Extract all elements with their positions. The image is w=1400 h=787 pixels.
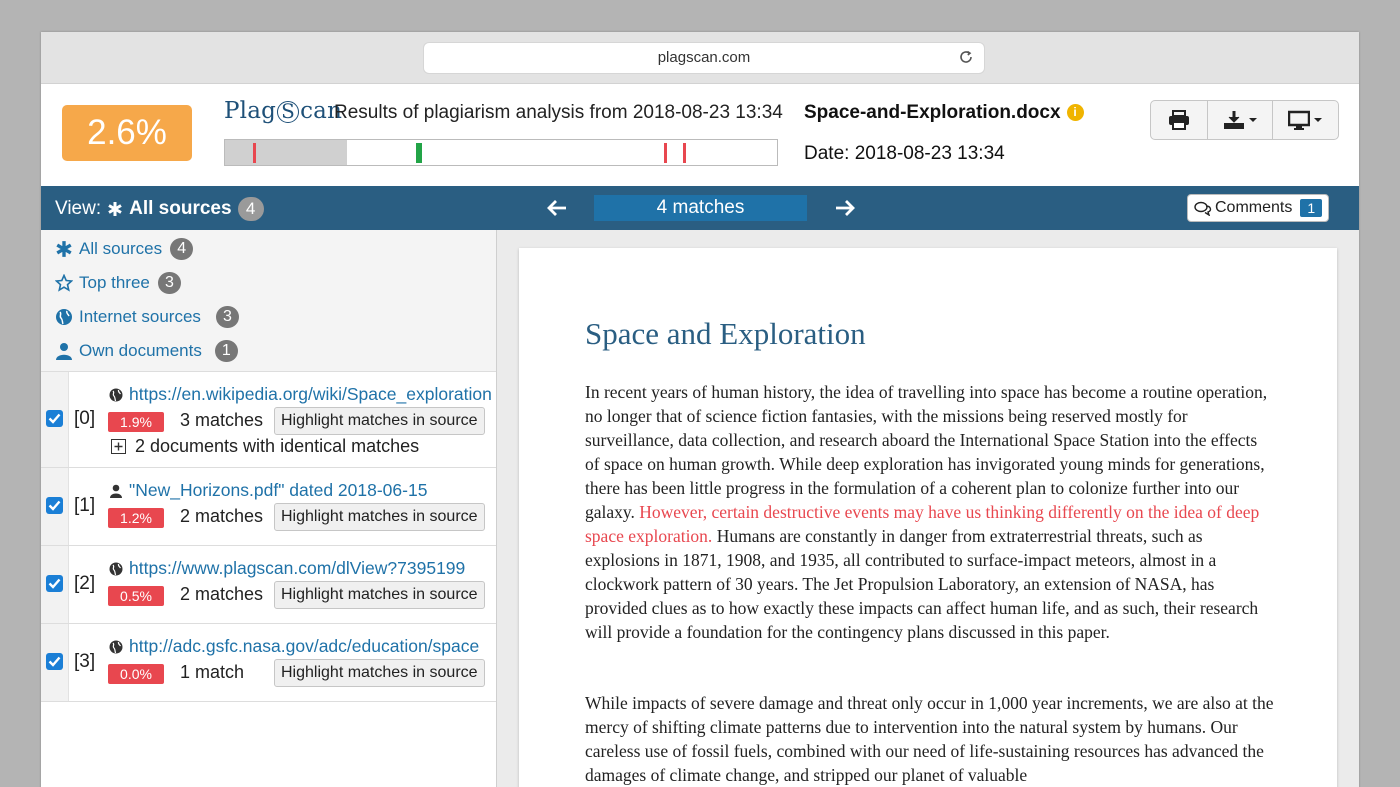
print-icon [1168,110,1190,130]
source-item [41,468,496,546]
highlight-matches-button[interactable]: Highlight matches in source [274,659,485,687]
document-paragraph: While impacts of severe damage and threat only occur in 1,000 year increments, we are also at the mercy of shifting climate patterns due to intervention into the natural system by humans. Our careless use of fossil fuels, combined with our need of life-sustaining resources has advanced the damages of climate change, and stripped our planet of valuable [585,693,1274,785]
source-link[interactable] [109,636,497,657]
view-count-badge: 4 [238,197,264,221]
toolbar-button-group [1150,100,1339,140]
download-icon [1223,110,1245,130]
document-paragraph [585,380,1275,644]
view-value: All sources [129,198,232,219]
expand-plus-icon [111,439,126,454]
source-link-text: http://adc.gsfc.nasa.gov/adc/education/space [129,636,480,656]
logo-text-post: can [300,98,343,124]
source-match-count: 2 matches [180,506,264,526]
highlight-matches-button[interactable]: Highlight matches in source [274,581,485,609]
source-match-count: 1 match [180,662,245,682]
document-title: Space and Exploration [585,316,866,351]
comments-count-badge: 1 [1300,199,1322,217]
view-label: View: [55,198,102,219]
chevron-down-icon [1313,117,1323,123]
chevron-down-icon [1248,117,1258,123]
source-link-text: "New_Horizons.pdf" dated 2018-06-15 [129,480,428,500]
match-distribution-bar[interactable] [224,139,778,166]
document-filename [804,102,1084,124]
plagiarism-score-badge: 2.6% [62,105,192,161]
source-link[interactable] [109,384,497,405]
timeline-match-marker[interactable] [416,143,422,163]
source-filters [41,230,496,372]
check-icon [46,410,63,427]
download-button[interactable] [1208,101,1273,139]
filter-top-three[interactable] [55,272,181,294]
filename-text: Space-and-Exploration.docx [804,102,1061,123]
print-button[interactable] [1151,101,1208,139]
highlighted-match[interactable]: However, certain destructive events may have us thinking differently on the idea of deep space exploration. [585,502,1260,546]
highlight-matches-button[interactable]: Highlight matches in source [274,503,485,531]
source-index: [3] [74,651,96,672]
source-link-text: https://en.wikipedia.org/wiki/Space_exploration [129,384,492,404]
report-header [41,84,1359,186]
highlight-matches-button[interactable]: Highlight matches in source [274,407,485,435]
browser-chrome [41,32,1359,84]
source-index: [0] [74,408,96,429]
filter-label: Own documents [79,341,202,360]
reload-icon[interactable] [958,49,974,65]
timeline-viewed-segment [225,140,347,165]
asterisk-icon [107,201,123,217]
user-icon [55,342,73,360]
filter-count-badge: 4 [170,238,193,260]
source-match-count: 2 matches [180,584,264,604]
monitor-icon [1288,110,1310,130]
filter-count-badge: 3 [216,306,239,328]
globe-icon [109,640,123,654]
check-icon [46,575,63,592]
source-percent-badge: 1.2% [108,508,164,528]
asterisk-icon [55,240,73,258]
filter-label: Internet sources [79,307,201,326]
view-bar [41,186,1359,230]
paragraph-text: Humans are constantly in danger from extraterrestrial threats, such as explosions in 1871, 1908, and 1935, all contributed to surface-impact meteors, almost in a clockwork pattern of 30 years. The Jet Propulsion Laboratory, an extension of NASA, has provided clues as to how exactly these impacts can affect human life, and as such, their research will provide a foundation for the contingency plans discussed in this paper. [585,526,1259,642]
source-link[interactable] [109,558,497,579]
sources-sidebar [41,230,497,787]
identical-matches-text: 2 documents with identical matches [135,436,420,456]
source-checkbox[interactable] [46,575,63,592]
timeline-match-marker[interactable] [253,143,256,163]
comments-button[interactable] [1187,194,1329,222]
url-text: plagscan.com [657,49,751,66]
filter-own-documents[interactable] [55,340,238,362]
source-percent-badge: 0.0% [108,664,164,684]
display-mode-button[interactable] [1273,101,1338,139]
filter-count-badge: 3 [158,272,181,294]
source-item [41,624,496,702]
source-index: [1] [74,495,96,516]
comments-icon [1194,201,1212,216]
globe-icon [55,308,73,326]
paragraph-text: In recent years of human history, the idea of travelling into space has become a routine operation, no longer that of science fiction fantasies, with the missions being reserved mostly for surveillance, data collection, and research aboard the International Space Station into the effects of space on human growth. While deep exploration has invigorated young minds for generations, there has been little progress in the formulation of a coherent plan to colonize further into our galaxy. [585,382,1268,522]
document-date: Date: 2018-08-23 13:34 [804,143,1005,164]
source-link-text: https://www.plagscan.com/dlView?7395199 [129,558,466,578]
check-icon [46,653,63,670]
filter-label: All sources [79,239,163,258]
browser-window [41,32,1359,787]
check-icon [46,497,63,514]
globe-icon [109,562,123,576]
plagscan-logo[interactable] [224,98,342,124]
info-icon[interactable]: i [1067,104,1084,121]
source-match-count: 3 matches [180,410,264,430]
results-title: Results of plagiarism analysis from 2018-08-23 13:34 [334,102,783,123]
previous-match-arrow-icon[interactable] [546,197,568,219]
source-checkbox[interactable] [46,410,63,427]
globe-icon [109,388,123,402]
source-checkbox[interactable] [46,653,63,670]
timeline-match-marker[interactable] [683,143,686,163]
star-icon [55,274,73,292]
user-icon [109,484,123,498]
document-page [519,248,1337,787]
identical-matches-toggle[interactable] [111,436,419,457]
source-index: [2] [74,573,96,594]
filter-label: Top three [79,273,150,292]
source-checkbox[interactable] [46,497,63,514]
filter-all-sources[interactable] [55,238,193,260]
source-link[interactable] [109,480,497,501]
filter-internet-sources[interactable] [55,306,239,328]
source-percent-badge: 0.5% [108,586,164,606]
timeline-match-marker[interactable] [664,143,667,163]
source-item [41,546,496,624]
comments-label: Comments [1215,199,1293,216]
view-selector[interactable] [55,197,264,221]
filter-count-badge: 1 [215,340,238,362]
next-match-arrow-icon[interactable] [834,197,856,219]
source-percent-badge: 1.9% [108,412,164,432]
logo-text-mid: S [277,101,299,123]
logo-text-pre: Plag [224,98,277,124]
address-bar[interactable] [424,43,984,73]
matches-counter: 4 matches [594,195,807,221]
source-item [41,372,496,468]
document-viewer[interactable] [497,230,1359,787]
